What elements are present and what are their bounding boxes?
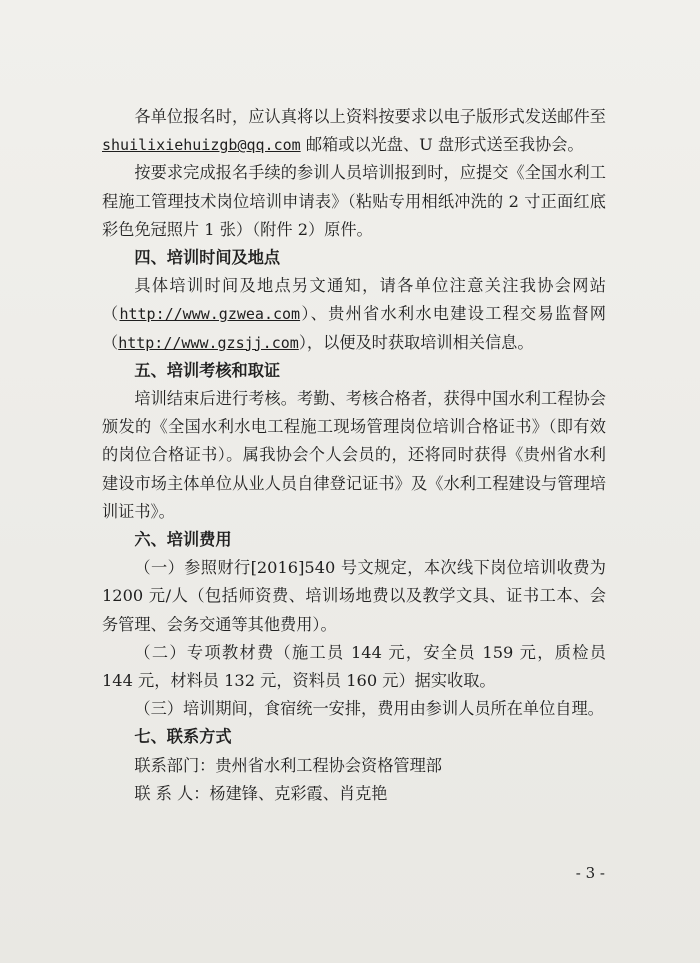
paragraph-submission bbox=[102, 103, 606, 159]
paragraph-text: 邮箱或以光盘、U 盘形式送至我协会。 bbox=[300, 135, 584, 155]
paragraph-fee-1: （一）参照财行[2016]540 号文规定，本次线下岗位培训收费为 1200 元/人（包括师资费、培训场地费以及教学文具、证书工本、会务管理、会务交通等其他费用）。 bbox=[102, 558, 606, 634]
email-address: shuilixiehuizgb@qq.com bbox=[102, 136, 301, 155]
paragraph-text: ）、贵州省水利水电建设工程交易监督网（ bbox=[102, 304, 606, 352]
paragraph-text: 各单位报名时，应认真将以上资料按要求以电子版形式发送邮件至 bbox=[134, 107, 606, 126]
contact-department: 联系部门：贵州省水利工程协会资格管理部 bbox=[134, 755, 442, 775]
website-url: http://www.gzsjj.com bbox=[118, 333, 299, 352]
heading-assessment: 五、培训考核和取证 bbox=[134, 360, 281, 380]
document-body bbox=[102, 103, 606, 808]
contact-person: 联 系 人：杨建锋、克彩霞、肖克艳 bbox=[134, 783, 388, 803]
website-url: http://www.gzwea.com bbox=[119, 305, 301, 324]
paragraph-fee-3: （三）培训期间，食宿统一安排，费用由参训人员所在单位自理。 bbox=[134, 699, 604, 719]
paragraph-text: 具体培训时间及地点另文通知，请各单位注意关注我协会网站（ bbox=[102, 276, 606, 324]
paragraph-registration: 按要求完成报名手续的参训人员培训报到时，应提交《全国水利工程施工管理技术岗位培训申请表》（粘贴专用相纸冲洗的 2 寸正面红底彩色免冠照片 1 张）（附件 2）原件。 bbox=[102, 163, 606, 239]
heading-contact: 七、联系方式 bbox=[134, 727, 232, 747]
heading-time-location: 四、培训时间及地点 bbox=[134, 248, 281, 268]
page-number: - 3 - bbox=[575, 864, 605, 882]
heading-fees: 六、培训费用 bbox=[134, 530, 232, 550]
paragraph-time-location bbox=[102, 272, 606, 357]
paragraph-text: ），以便及时获取培训相关信息。 bbox=[298, 332, 534, 352]
paragraph-assessment: 培训结束后进行考核。考勤、考核合格者，获得中国水利工程协会颁发的《全国水利水电工程施工现场管理岗位培训合格证书》（即有效的岗位合格证书）。属我协会个人会员的，还将同时获得《贵州省水利建设市场主体单位从业人员自律登记证书》及《水利工程建设与管理培训证书》。 bbox=[102, 389, 606, 521]
paragraph-fee-2: （二）专项教材费（施工员 144 元，安全员 159 元，质检员 144 元，材料员 132 元，资料员 160 元）据实收取。 bbox=[102, 642, 606, 691]
